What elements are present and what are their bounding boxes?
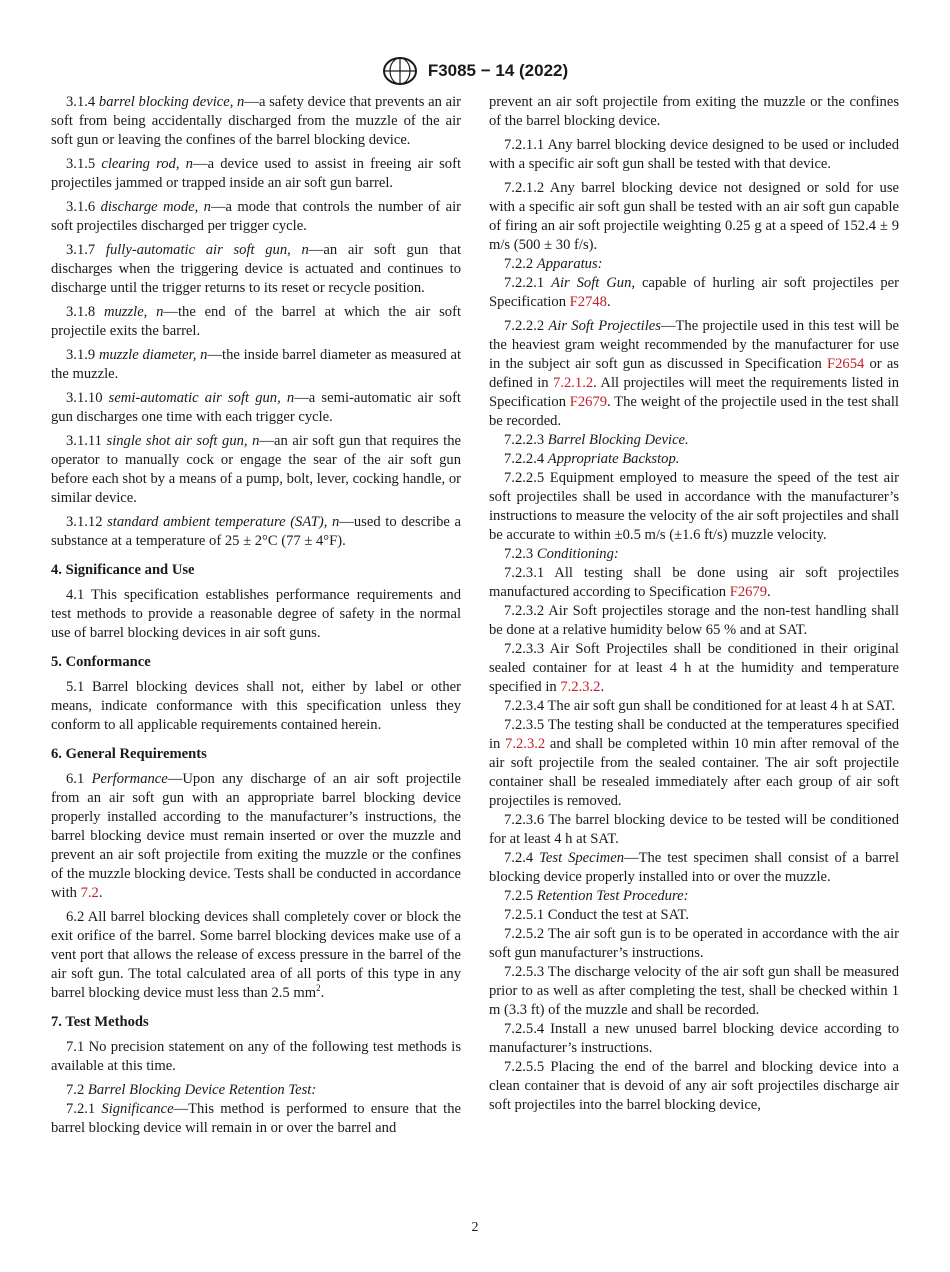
document-id: F3085 − 14 (2022) bbox=[427, 61, 569, 80]
def-3-1-9: 3.1.9 muzzle diameter, n—the inside barrel diameter as measured at the muzzle. bbox=[51, 347, 461, 382]
ref-link-7-2[interactable]: 7.2 bbox=[80, 885, 99, 901]
def-3-1-5: 3.1.5 clearing rod, n—a device used to assist in freeing air soft projectiles jammed or trapped inside an air soft gun barrel. bbox=[51, 156, 462, 191]
para-7-2-1-1: 7.2.1.1 Any barrel blocking device designed to be used or included with a specific air soft gun shall be tested with that device. bbox=[489, 137, 899, 172]
para-7-2-5: 7.2.5 Retention Test Procedure: bbox=[504, 888, 689, 904]
page-header bbox=[0, 56, 950, 84]
para-6-1: 6.1 Performance—Upon any discharge of an air soft projectile from an air soft gun with an appropriate barrel blocking device properly installed according to the manufacturer’s instructions, the barrel blocking device must remain inserted or over the muzzle and prevent an air soft projectile from exiting the muzzle or the confines of the muzzle blocking device. Tests shall be conducted in accordance with 7.2. bbox=[51, 771, 461, 901]
para-7-2-2-2: 7.2.2.2 Air Soft Projectiles—The projectile used in this test will be the heaviest gram weight recommended by the manufacturer for use in the subject air soft gun as discussed in Specification F2654 or as defined in 7.2.1.2. All projectiles will meet the requirements listed in Specification F2679. The weight of the projectile used in the test shall be recorded. bbox=[489, 318, 899, 429]
para-7-2-4: 7.2.4 Test Specimen—The test specimen shall consist of a barrel blocking device properly installed into or over the muzzle. bbox=[489, 850, 900, 885]
ref-link-7-2-3-2[interactable]: 7.2.3.2 bbox=[560, 679, 601, 695]
para-7-1: 7.1 No precision statement on any of the following test methods is available at this time. bbox=[51, 1039, 461, 1074]
def-3-1-11: 3.1.11 single shot air soft gun, n—an air soft gun that requires the operator to manually cock or engage the sear of the air soft gun before each shot by a means of a pump, bolt, lever, cocking handle, or similar device. bbox=[51, 433, 461, 506]
para-4-1: 4.1 This specification establishes performance requirements and test methods to provide a reasonable degree of safety in the normal use of barrel blocking devices in air soft guns. bbox=[51, 587, 461, 641]
para-6-2: 6.2 All barrel blocking devices shall completely cover or block the exit orifice of the barrel. Some barrel blocking devices make use of a vent port that allows the release of excess pressure in the barrel of the air soft gun. The total calculated area of all ports of this type in any barrel blocking device must less than 2.5 $mm^2$. bbox=[51, 909, 461, 1001]
para-7-2-2-3: 7.2.2.3 Barrel Blocking Device. bbox=[504, 432, 689, 448]
section-heading-4: 4. Significance and Use bbox=[51, 562, 195, 578]
para-7-2-5-1: 7.2.5.1 Conduct the test at SAT. bbox=[504, 907, 689, 923]
para-7-2-1-continued: prevent an air soft projectile from exiting the muzzle or the confines of the barrel blocking device. bbox=[489, 94, 899, 129]
ref-link-7-2-1-2[interactable]: 7.2.1.2 bbox=[553, 375, 594, 391]
para-7-2-5-3: 7.2.5.3 The discharge velocity of the air soft gun shall be measured prior to as well as after completing the test, shall be checked within 1 m (3.3 ft) of the muzzle and shall be recorded. bbox=[489, 964, 899, 1018]
def-3-1-10: 3.1.10 semi-automatic air soft gun, n—a semi-automatic air soft gun discharges one time with each trigger cycle. bbox=[51, 390, 461, 425]
left-column bbox=[51, 93, 461, 1143]
para-5-1: 5.1 Barrel blocking devices shall not, either by label or other means, indicate conformance with this specification unless they conform to all applicable requirements contained herein. bbox=[51, 679, 461, 733]
para-7-2-2-1: 7.2.2.1 Air Soft Gun, capable of hurling air soft projectiles per Specification F2748. bbox=[489, 275, 899, 310]
para-7-2: 7.2 Barrel Blocking Device Retention Test: bbox=[66, 1082, 317, 1098]
para-7-2-2-4: 7.2.2.4 Appropriate Backstop. bbox=[504, 451, 680, 467]
def-3-1-8: 3.1.8 muzzle, n—the end of the barrel at which the air soft projectile exits the barrel. bbox=[51, 304, 461, 339]
page-number: 2 bbox=[471, 1220, 479, 1235]
para-7-2-1-2: 7.2.1.2 Any barrel blocking device not designed or sold for use with a specific air soft gun shall be tested with an air soft gun capable of firing an air soft projectile weighting 0.25 g at a speed of 152.4 ± 9 m/s (500 ± 30 f/s). bbox=[489, 180, 899, 253]
para-7-2-5-5: 7.2.5.5 Placing the end of the barrel and blocking device into a clean container that is devoid of any air soft projectiles discharge air soft projectiles into the barrel blocking device, bbox=[489, 1059, 899, 1113]
para-7-2-3-4: 7.2.3.4 The air soft gun shall be conditioned for at least 4 h at SAT. bbox=[504, 698, 895, 714]
section-heading-6: 6. General Requirements bbox=[51, 746, 207, 762]
ref-link-f2679-b[interactable]: F2679 bbox=[729, 584, 768, 600]
para-7-2-3-6: 7.2.3.6 The barrel blocking device to be tested will be conditioned for at least 4 h at SAT. bbox=[489, 812, 899, 847]
para-7-2-3-1: 7.2.3.1 All testing shall be done using air soft projectiles manufactured according to Specification F2679. bbox=[489, 565, 899, 600]
ref-link-7-2-3-2-b[interactable]: 7.2.3.2 bbox=[505, 736, 546, 752]
para-7-2-2-5: 7.2.2.5 Equipment employed to measure the speed of the test air soft projectiles shall be used in accordance with the manufacturer’s instructions to measure the velocity of the air soft projectiles and shall be accurate to within ±0.5 m/s (±1.6 ft/s) muzzle velocity. bbox=[489, 470, 899, 543]
para-7-2-5-2: 7.2.5.2 The air soft gun is to be operated in accordance with the air soft gun manufacturer’s instructions. bbox=[489, 926, 899, 961]
ref-link-f2748[interactable]: F2748 bbox=[569, 294, 607, 310]
ref-link-f2679[interactable]: F2679 bbox=[569, 394, 608, 410]
right-column bbox=[489, 93, 899, 1115]
para-7-2-3-2: 7.2.3.2 Air Soft projectiles storage and the non-test handling shall be done at a relative humidity below 65 % and at SAT. bbox=[489, 603, 899, 638]
def-3-1-6: 3.1.6 discharge mode, n—a mode that controls the number of air soft projectiles discharged per trigger cycle. bbox=[51, 199, 462, 234]
para-7-2-2: 7.2.2 Apparatus: bbox=[504, 256, 603, 272]
para-7-2-3-3: 7.2.3.3 Air Soft Projectiles shall be conditioned in their original sealed container for at least 4 h at the humidity and temperature specified in 7.2.3.2. bbox=[489, 641, 899, 695]
para-7-2-5-4: 7.2.5.4 Install a new unused barrel blocking device according to manufacturer’s instructions. bbox=[489, 1021, 899, 1056]
section-heading-5: 5. Conformance bbox=[51, 654, 151, 670]
para-7-2-1: 7.2.1 Significance—This method is performed to ensure that the barrel blocking device will remain in or over the barrel and bbox=[51, 1101, 461, 1136]
def-3-1-7: 3.1.7 fully-automatic air soft gun, n—an air soft gun that discharges when the triggering device is actuated and continues to discharge until the trigger returns to its reset or recycle position. bbox=[51, 242, 461, 296]
ref-link-f2654[interactable]: F2654 bbox=[826, 356, 865, 372]
para-7-2-3-5: 7.2.3.5 The testing shall be conducted at the temperatures specified in 7.2.3.2 and shall be completed within 10 min after removal of the air soft projectile from the sealed container. The air soft projectile container shall be resealed immediately after each group of air soft projectiles is removed. bbox=[489, 717, 900, 809]
para-7-2-3: 7.2.3 Conditioning: bbox=[504, 546, 619, 562]
astm-logo-icon bbox=[382, 56, 418, 86]
def-3-1-12: 3.1.12 standard ambient temperature (SAT), n—used to describe a substance at a temperature of 25 ± 2°C (77 ± 4°F). bbox=[51, 514, 461, 549]
section-heading-7: 7. Test Methods bbox=[51, 1014, 149, 1030]
def-3-1-4: 3.1.4 barrel blocking device, n—a safety device that prevents an air soft from being accidentally discharged from the muzzle of the air soft gun or leaving the confines of the barrel blocking device. bbox=[51, 94, 461, 148]
